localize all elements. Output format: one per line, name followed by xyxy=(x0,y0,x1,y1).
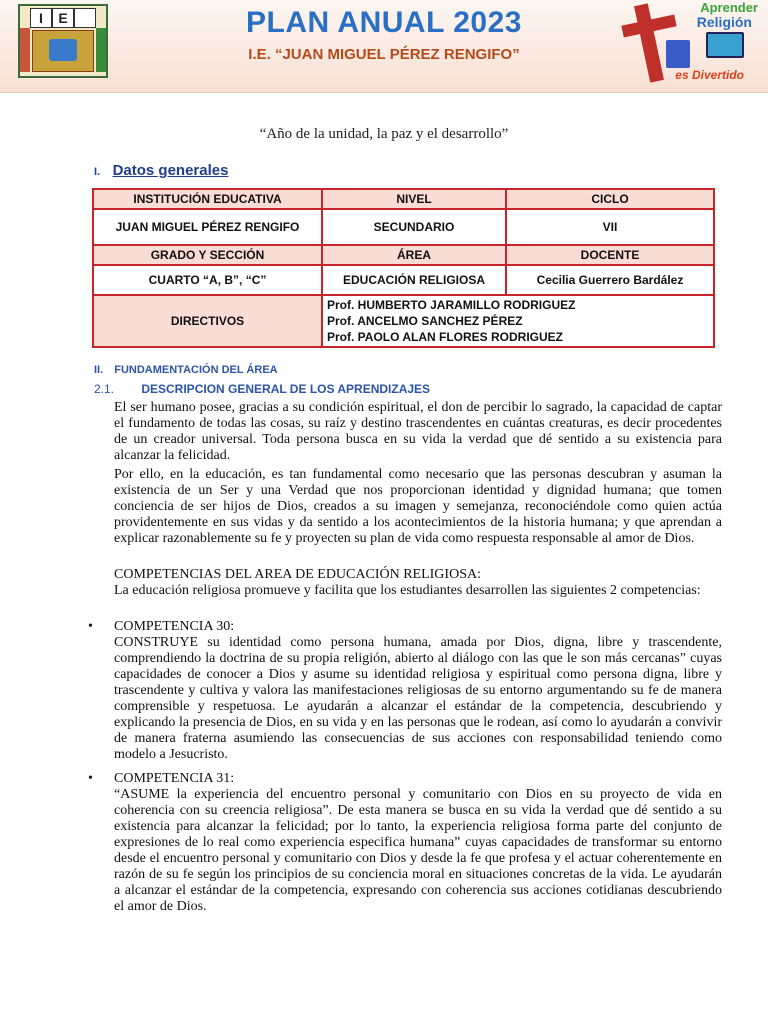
table-cell: SECUNDARIO xyxy=(322,209,506,245)
competencia-31-title: COMPETENCIA 31: xyxy=(114,771,235,786)
directivos-label: DIRECTIVOS xyxy=(93,295,322,347)
table-cell: CICLO xyxy=(506,189,714,209)
section-1-heading xyxy=(94,162,228,180)
document-header xyxy=(0,0,768,93)
table-cell: Cecilia Guerrero Bardález xyxy=(506,265,714,295)
directivos-list xyxy=(322,295,714,347)
table-cell: DOCENTE xyxy=(506,245,714,265)
year-motto: “Año de la unidad, la paz y el desarrollo” xyxy=(259,126,509,142)
page-subtitle: I.E. “JUAN MIGUEL PÉREZ RENGIFO” xyxy=(248,46,520,63)
competencia-31-text: “ASUME la experiencia del encuentro personal y comunitario con Dios en su proyecto de vida en coherencia con su creencia religiosa”. De esta manera se busca en su vida la verdad que dé sentido a su existencia para alcanzar la felicidad; por lo tanto, la experiencia religiosa forma parte del conjunto de expresiones de lo real como experiencia especifica humana” cuyas capacidades de transformar su entorno desde el encuentro personal y comunitario con Dios y desde la fe que profesa y el actuar coherentemente en razón de su fe según los principios de su conciencia moral en situaciones concretas de la vida. Le ayudarán a alcanzar el estándar de la competencia, expresando con coherencia sus acciones cotidianas descubriendo el amor de Dios. xyxy=(114,787,722,914)
competencia-30-title: COMPETENCIA 30: xyxy=(114,619,235,634)
logo-letter-e: E xyxy=(52,8,74,28)
table-row-directivos xyxy=(93,295,714,347)
directivo-name: Prof. PAOLO ALAN FLORES RODRIGUEZ xyxy=(327,330,563,344)
cross-icon xyxy=(634,3,664,82)
table-cell: NIVEL xyxy=(322,189,506,209)
table-cell: VII xyxy=(506,209,714,245)
page-title: PLAN ANUAL 2023 xyxy=(246,6,522,39)
bullet-icon: • xyxy=(88,619,93,634)
section-1-number: I. xyxy=(94,166,101,178)
section-1-title: Datos generales xyxy=(112,162,229,179)
subsection-number: 2.1. xyxy=(94,382,115,396)
competencias-heading: COMPETENCIAS DEL AREA DE EDUCACIÓN RELIGIOSA: xyxy=(114,567,481,582)
table-cell: GRADO Y SECCIÓN xyxy=(93,245,322,265)
laptop-icon xyxy=(706,32,744,58)
logo-letter-i: I xyxy=(30,8,52,28)
bullet-icon: • xyxy=(88,771,93,786)
table-cell: JUAN MIGUEL PÉREZ RENGIFO xyxy=(93,209,322,245)
section-2-title: FUNDAMENTACIÓN DEL ÁREA xyxy=(114,364,278,376)
general-data-table xyxy=(92,188,715,348)
paragraph: Por ello, en la educación, es tan fundamental como necesario que las personas descubran y asuman la existencia de un Ser y una Verdad que nos proporcionan identidad y dignidad humana; que tomen conciencia de ser hijos de Dios, creados a su imagen y semejanza, reconociéndole como quien actúa providentemente en sus vidas y da sentido a los acontecimientos de la historia humana; y que aprendan a explicar razonablemente su fe y proyecten su plan de vida como respuesta responsable al amor de Dios. xyxy=(114,467,722,546)
subsection-title: DESCRIPCION GENERAL DE LOS APRENDIZAJES xyxy=(141,382,431,396)
table-row xyxy=(93,209,714,245)
table-cell: INSTITUCIÓN EDUCATIVA xyxy=(93,189,322,209)
religion-decoration xyxy=(618,0,768,92)
paragraph: La educación religiosa promueve y facilita que los estudiantes desarrollen las siguientes 2 competencias: xyxy=(114,583,701,598)
table-header-row xyxy=(93,245,714,265)
section-2-number: II. xyxy=(94,364,104,376)
deco-text-divertido: es Divertido xyxy=(675,68,744,82)
competencia-30-text: CONSTRUYE su identidad como persona humana, amada por Dios, digna, libre y trascendente, comprendiendo la doctrina de su propia religión, abierto al diálogo con las que le son más cercanas” cuyas capacidades de conocer a Dios y asume su identidad religiosa y espiritual como persona digna, libre y trascendente y cultiva y valora las manifestaciones religiosas de su entorno argumentando su fe de manera comprensible y respetuosa. Le ayudarán a alcanzar el estándar de la competencia, descubriendo y explicando la presencia de Dios, en su vida y en las personas que le rodean, así como lo ayudarán a convivir de manera fraterna asumiendo las consecuencias de sus acciones con responsabilidad teniendo como modelo a Jesucristo. xyxy=(114,635,722,762)
bible-icon xyxy=(666,40,690,68)
table-row xyxy=(93,265,714,295)
table-cell: CUARTO “A, B”, “C” xyxy=(93,265,322,295)
table-cell: EDUCACIÓN RELIGIOSA xyxy=(322,265,506,295)
table-header-row xyxy=(93,189,714,209)
table-cell: ÁREA xyxy=(322,245,506,265)
deco-text-religion: Religión xyxy=(696,14,752,30)
directivo-name: Prof. ANCELMO SANCHEZ PÉREZ xyxy=(327,314,523,328)
deco-text-aprender: Aprender xyxy=(700,0,758,15)
paragraph: El ser humano posee, gracias a su condición espiritual, el don de percibir lo sagrado, la capacidad de captar el fundamento de todas las cosas, su raíz y destino trascendentes en cuántas creaturas, es decir procedentes de un creador universal. Toda persona busca en su vida la verdad que dé sentido a su existencia para alcanzar la felicidad. xyxy=(114,400,722,463)
directivo-name: Prof. HUMBERTO JARAMILLO RODRIGUEZ xyxy=(327,298,576,312)
subsection-2-1-heading xyxy=(94,382,430,396)
section-2-heading xyxy=(94,364,278,376)
